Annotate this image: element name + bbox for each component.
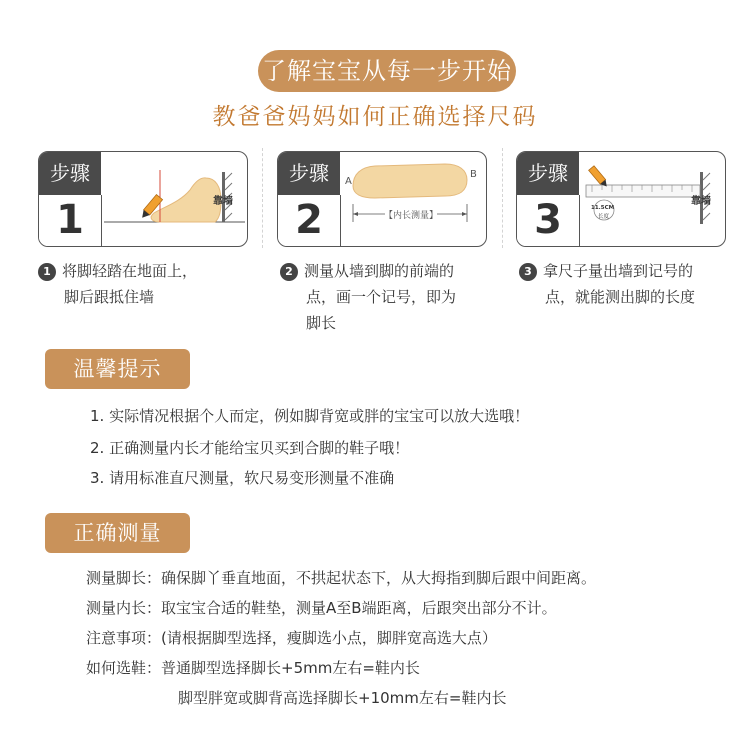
measure-row-how-to-choose <box>86 657 420 678</box>
step-3-description: 3 拿尺子量出墙到记号的 点，就能测出脚的长度 <box>519 258 695 310</box>
row-text: 脚型胖宽或脚背高选择脚长+10mm左右=鞋内长 <box>178 689 507 707</box>
number-marker-3: 3 <box>519 263 537 281</box>
page-title: 了解宝宝从每一步开始 <box>258 50 516 92</box>
tip-item-2: 2. 正确测量内长才能给宝贝买到合脚的鞋子哦！ <box>90 439 410 457</box>
divider <box>502 148 503 248</box>
tip-item-3: 3. 请用标准直尺测量，软尺易变形测量不准确 <box>90 469 395 487</box>
step-label: 步骤 <box>278 152 340 195</box>
insole-icon <box>353 164 467 198</box>
step-2-illustration <box>341 152 486 246</box>
size-sublabel: 长度 <box>598 214 610 220</box>
size-label: 11.5CM <box>591 205 615 211</box>
point-b-label: B <box>470 169 477 180</box>
row-label: 注意事项： <box>86 629 162 647</box>
step-2-description: 2 测量从墙到脚的前端的 点，画一个记号，即为 脚长 <box>280 258 456 336</box>
step-label: 步骤 <box>517 152 579 195</box>
step-card-3 <box>516 151 726 247</box>
row-text: 取宝宝合适的鞋垫，测量A至B端距离，后跟突出部分不计。 <box>161 599 557 617</box>
row-label: 如何选鞋： <box>86 659 162 677</box>
step-number: 2 <box>278 195 341 246</box>
step-card-2 <box>277 151 487 247</box>
measure-row-notes <box>86 627 497 648</box>
inner-length-caption: 【内长测量】 <box>384 211 439 221</box>
row-label: 测量内长： <box>86 599 162 617</box>
measure-row-inner-length <box>86 597 557 618</box>
measure-row-how-to-choose-2 <box>178 687 506 708</box>
page-subtitle: 教爸爸妈妈如何正确选择尺码 <box>212 104 538 130</box>
tip-item-1: 1. 实际情况根据个人而定，例如脚背宽或胖的宝宝可以放大选哦！ <box>90 407 530 425</box>
row-text: 确保脚丫垂直地面，不拱起状态下，从大拇指到脚后跟中间距离。 <box>161 569 597 587</box>
point-a-label: A <box>345 176 352 187</box>
wall-label: 靠墙 <box>213 196 233 207</box>
divider <box>262 148 263 248</box>
tips-section-title: 温馨提示 <box>45 349 190 389</box>
step-label: 步骤 <box>39 152 101 195</box>
measure-row-foot-length <box>86 567 596 588</box>
step-number: 3 <box>517 195 580 246</box>
measure-section-title: 正确测量 <box>45 513 190 553</box>
step-card-1 <box>38 151 248 247</box>
step-1-description: 1 将脚轻踏在地面上， 脚后跟抵住墙 <box>38 258 197 310</box>
row-label: 测量脚长： <box>86 569 162 587</box>
number-marker-2: 2 <box>280 263 298 281</box>
wall-label: 靠墙 <box>691 196 711 207</box>
row-text: 普通脚型选择脚长+5mm左右=鞋内长 <box>161 659 420 677</box>
step-number: 1 <box>39 195 102 246</box>
row-text: (请根据脚型选择，瘦脚选小点，脚胖宽高选大点） <box>161 629 497 647</box>
ruler-icon <box>586 185 700 197</box>
number-marker-1: 1 <box>38 263 56 281</box>
